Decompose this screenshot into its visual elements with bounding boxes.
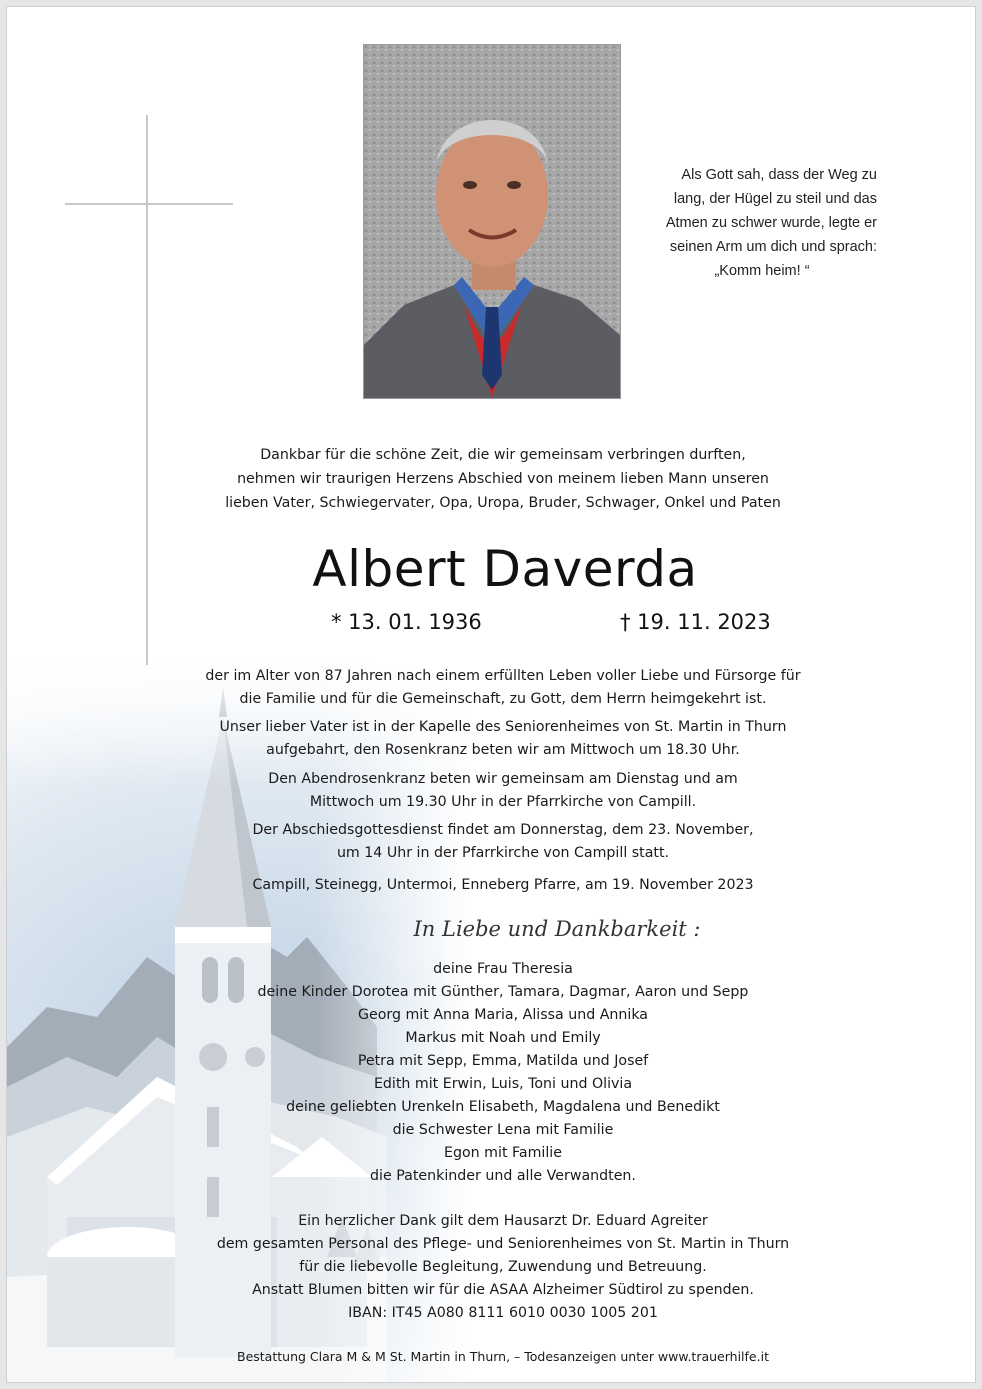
portrait-illustration xyxy=(364,45,620,398)
quote-line: „Komm heim! “ xyxy=(714,263,810,279)
paragraph-line: die Familie und für die Gemeinschaft, zu Gott, dem Herrn heimgekehrt ist. xyxy=(239,691,767,707)
family-list xyxy=(103,958,903,1188)
intro-line: Dankbar für die schöne Zeit, die wir gemeinsam verbringen durften, xyxy=(260,447,746,463)
family-line: deine geliebten Urenkeln Elisabeth, Magdalena und Benedikt xyxy=(286,1099,720,1115)
rosary-paragraph xyxy=(103,768,903,814)
paragraph-line: aufgebahrt, den Rosenkranz beten wir am Mittwoch um 18.30 Uhr. xyxy=(266,742,740,758)
deceased-name: Albert Daverda xyxy=(312,540,698,598)
paragraph-line: Unser lieber Vater ist in der Kapelle des Seniorenheimes von St. Martin in Thurn xyxy=(219,719,787,735)
obituary-sheet xyxy=(6,6,976,1383)
family-line: deine Frau Theresia xyxy=(433,961,573,977)
cross-icon-bar xyxy=(65,203,233,205)
thanks-section xyxy=(103,1210,903,1325)
family-line: Georg mit Anna Maria, Alissa und Annika xyxy=(357,1007,649,1023)
family-line: die Patenkinder und alle Verwandten. xyxy=(370,1168,636,1184)
announcement-paragraph xyxy=(103,665,903,711)
quote-line: Als Gott sah, dass der Weg zu xyxy=(681,167,877,183)
thanks-line: Ein herzlicher Dank gilt dem Hausarzt Dr. Eduard Agreiter xyxy=(298,1213,708,1229)
intro-line: lieben Vater, Schwiegervater, Opa, Uropa, Bruder, Schwager, Onkel und Paten xyxy=(225,495,781,511)
salutation: In Liebe und Dankbarkeit : xyxy=(413,917,701,941)
paragraph-line: Campill, Steinegg, Untermoi, Enneberg Pfarre, am 19. November 2023 xyxy=(252,877,754,893)
thanks-line: dem gesamten Personal des Pflege- und Seniorenheimes von St. Martin in Thurn xyxy=(216,1236,790,1252)
cross-icon xyxy=(146,115,148,665)
quote-line: seinen Arm um dich und sprach: xyxy=(669,239,877,255)
family-line: Markus mit Noah und Emily xyxy=(405,1030,601,1046)
funeral-paragraph xyxy=(103,819,903,865)
paragraph-line: Mittwoch um 19.30 Uhr in der Pfarrkirche von Campill. xyxy=(309,794,697,810)
family-line: die Schwester Lena mit Familie xyxy=(392,1122,614,1138)
footer-credit: Bestattung Clara M & M St. Martin in Thurn, – Todesanzeigen unter www.trauerhilfe.it xyxy=(237,1349,769,1364)
family-line: Egon mit Familie xyxy=(444,1145,562,1161)
family-line: deine Kinder Dorotea mit Günther, Tamara, Dagmar, Aaron und Sepp xyxy=(257,984,749,1000)
paragraph-line: um 14 Uhr in der Pfarrkirche von Campill statt. xyxy=(336,845,670,861)
family-line: Edith mit Erwin, Luis, Toni und Olivia xyxy=(373,1076,633,1092)
iban-line: IBAN: IT45 A080 8111 6010 0030 1005 201 xyxy=(348,1305,658,1321)
quote-line: Atmen zu schwer wurde, legte er xyxy=(665,215,877,231)
paragraph-line: Der Abschiedsgottesdienst findet am Donnerstag, dem 23. November, xyxy=(252,822,754,838)
viewing-paragraph xyxy=(103,716,903,762)
death-date: † 19. 11. 2023 xyxy=(620,610,771,634)
memorial-quote xyxy=(617,163,877,283)
thanks-line: für die liebevolle Begleitung, Zuwendung und Betreuung. xyxy=(299,1259,707,1275)
quote-line: lang, der Hügel zu steil und das xyxy=(673,191,877,207)
paragraph-line: der im Alter von 87 Jahren nach einem erfüllten Leben voller Liebe und Fürsorge für xyxy=(205,668,801,684)
birth-date: * 13. 01. 1936 xyxy=(331,610,482,634)
paragraph-line: Den Abendrosenkranz beten wir gemeinsam am Dienstag und am xyxy=(268,771,738,787)
family-line: Petra mit Sepp, Emma, Matilda und Josef xyxy=(357,1053,649,1069)
portrait-photo xyxy=(363,44,621,399)
place-date-line xyxy=(103,874,903,897)
intro-line: nehmen wir traurigen Herzens Abschied von meinem lieben Mann unseren xyxy=(237,471,769,487)
intro-text xyxy=(103,443,903,515)
thanks-line: Anstatt Blumen bitten wir für die ASAA Alzheimer Südtirol zu spenden. xyxy=(252,1282,754,1298)
